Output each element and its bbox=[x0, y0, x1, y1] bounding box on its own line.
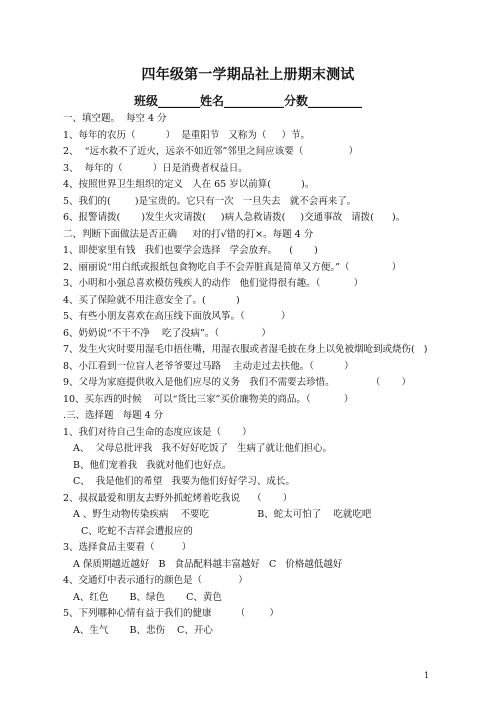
choice-option: C、 我是他们的希望 我要为他们好好学习、成长。 bbox=[73, 476, 295, 487]
choice-question: 2、叔叔最爱和朋友去野外抓蛇烤着吃我说 （ ） bbox=[63, 492, 293, 504]
true-false-item: 2、丽丽说“用白纸或报纸包食物吃自手不会弄脏真是简单又方便。”（ ） bbox=[63, 261, 402, 273]
fill-in-item: 1、每年的农历（ ） 是重阳节 又称为（ ）节。 bbox=[63, 129, 310, 141]
fill-in-item: 6、报警请拨( )发生火灾请拨( )病人急救请拨( )交通事故 请拨( )。 bbox=[63, 212, 406, 223]
true-false-item: 4、买了保险就不用注意安全了。( ) bbox=[63, 294, 240, 306]
choice-question: 5、下列哪种心情有益于我们的健康 （ ） bbox=[63, 608, 279, 619]
true-false-item: 5、有些小朋友喜欢在高压线下面放风筝。（ ） bbox=[63, 311, 291, 322]
true-false-item: 6、奶奶说“不干不净 吃了没病”。（ ） bbox=[63, 327, 271, 339]
exam-content bbox=[63, 111, 455, 639]
true-false-item: 9、父母为家庭提供收入是他们应尽的义务 我们不需要去珍惜。 （ ） bbox=[63, 377, 411, 388]
choice-option: A、红色 B、绿色 C、黄色 bbox=[73, 591, 222, 603]
choice-question: 1、我们对待自己生命的态度应该是（ ） bbox=[63, 426, 252, 438]
choice-option: B、他们宠着我 我就对他们也好点。 bbox=[73, 459, 232, 471]
fill-in-item: 4、按照世界卫生组织的定义 人在 65 岁以前算( )。 bbox=[63, 179, 315, 190]
choice-question: 4、交通灯中表示通行的颜色是（ ） bbox=[63, 575, 248, 586]
section-heading-fill-in: 一、填空题。 每空 4 分 bbox=[63, 113, 167, 124]
choice-option: A 保质期越近越好 B 食品配料越丰富越好 C 价格越低越好 bbox=[73, 558, 343, 570]
fill-in-item: 5、我们的( )是宝贵的。它只有一次 一旦失去 就不会再来了。 bbox=[63, 195, 357, 207]
true-false-item: 3、小明和小强总喜欢模仿残疾人的动作 他们觉得很有趣。（ ） bbox=[63, 278, 364, 289]
fill-in-item: 3、 每年的（ ）日是消费者权益日。 bbox=[63, 162, 248, 174]
exam-title: 四年级第一学期品社上册期末测试 bbox=[141, 67, 355, 83]
true-false-item: 7、发生火灾时要用湿毛巾捂住嘴，用湿衣服或者湿毛披在身上以免被烟呛到或烧伤( ) bbox=[63, 344, 428, 355]
fill-in-item: 2、 “远水救不了近火，远亲不如近邻”邻里之间应该要（ ） bbox=[63, 146, 359, 157]
section-heading-true-false: 二、判断下面做法是否正确 对的打√错的打×。每题 4 分 bbox=[63, 228, 314, 240]
true-false-item: 10、买东西的时候 可以“货比三家”买价廉物美的商品。（ ） bbox=[63, 393, 354, 405]
choice-option: A 、野生动物传染疾病 不要吃 B、蛇太可怕了 吃就吃吧 bbox=[73, 509, 372, 520]
true-false-item: 1、即使家里有钱 我们也要学会选择 学会放弃。 ( ) bbox=[63, 245, 318, 256]
page-number: 1 bbox=[424, 671, 430, 680]
student-info-line: 班级_______姓名__________分数_________ bbox=[133, 94, 362, 108]
choice-question: 3、选择食品主要看（ ） bbox=[63, 542, 192, 553]
choice-option: A、生气 B、悲伤 C、开心 bbox=[73, 624, 213, 636]
choice-option: C、吃蛇不吉祥会遭报应的 bbox=[81, 525, 193, 537]
section-heading-multiple-choice: .三、选择题 每题 4 分 bbox=[63, 410, 164, 421]
choice-option: A、 父母总批评我 我不好好吃饭了 生病了就让他们担心。 bbox=[73, 443, 333, 454]
true-false-item: 8、小江看到一位盲人老爷爷要过马路 主动走过去扶他。（ ） bbox=[63, 360, 354, 372]
